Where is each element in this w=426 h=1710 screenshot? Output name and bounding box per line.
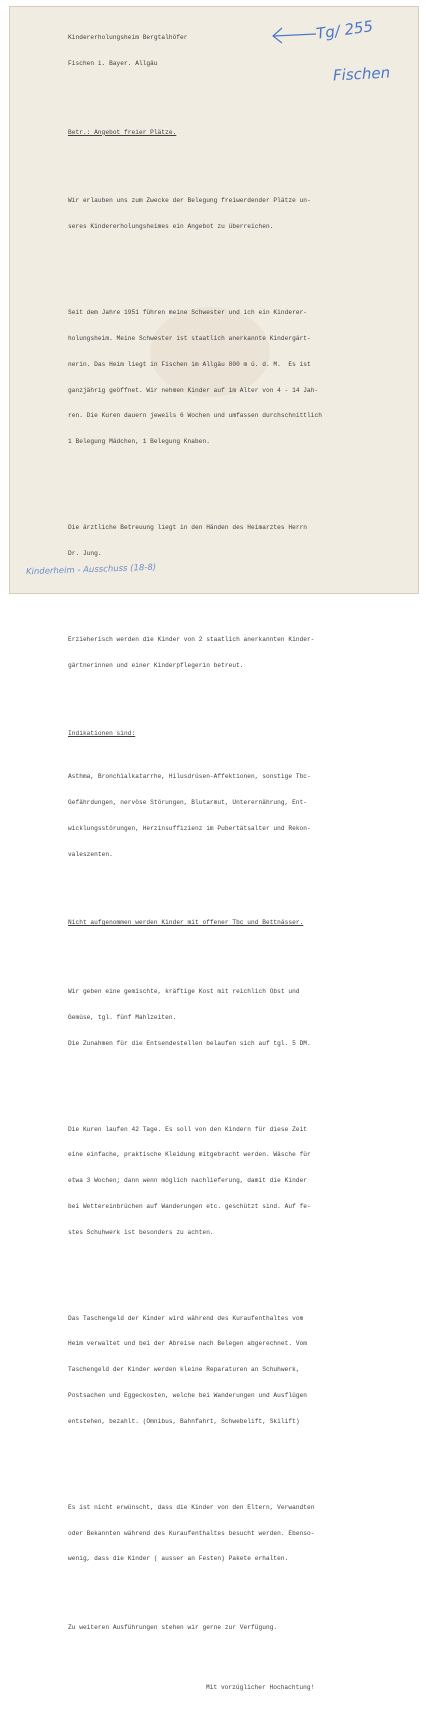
text-line: Die Kuren laufen 42 Tage. Es soll von den Kindern für diese Zeit (68, 1125, 308, 1133)
text-line: ren. Die Kuren dauern jeweils 6 Wochen und umfassen durchschnittlich (68, 412, 322, 420)
text-line: entstehen, bezahlt. (Omnibus, Bahnfahrt, Schwebelift, Skilift) (68, 1417, 300, 1425)
text-line: Dr. Jung. (68, 549, 102, 557)
paragraph-4 (68, 619, 408, 688)
text-line: etwa 3 Wochen; dann wenn möglich nachlieferung, damit die Kinder (68, 1177, 308, 1185)
text-line: Gefährdungen, nervöse Störungen, Blutarmut, Unterernährung, Ent- (68, 799, 308, 807)
text-line: nerin. Das Heim liegt in Fischen im Allgäu 800 m ü. d. M. Es ist (68, 360, 311, 368)
indications-heading: Indikationen sind: (68, 730, 136, 738)
indications-list (68, 756, 408, 876)
subject-line: Betr.: Angebot freier Plätze. (68, 128, 177, 136)
text-line: Taschengeld der Kinder werden kleine Reparaturen an Schuhwerk, (68, 1366, 300, 1374)
text-line: Es ist nicht erwünscht, dass die Kinder von den Eltern, Verwandten (68, 1503, 315, 1511)
text-line: bei Wettereinbrüchen auf Wanderungen etc. geschützt sind. Auf fe- (68, 1202, 311, 1210)
text-line: stes Schuhwerk ist besonders zu achten. (68, 1228, 214, 1236)
text-line: seres Kindererholungsheimes ein Angebot zu überreichen. (68, 223, 274, 231)
text-line: holungsheim. Meine Schwester ist staatlich anerkannte Kindergärt- (68, 334, 311, 342)
handwritten-bottom-note: Kinderheim - Ausschuss (18-8) (25, 562, 157, 578)
paragraph-2 (68, 292, 408, 464)
paragraph-6 (68, 1108, 408, 1254)
text-line: Die Zunahmen für die Entsendestellen belaufen sich auf tgl. 5 DM. (68, 1039, 311, 1047)
paragraph-5 (68, 971, 408, 1066)
text-line: eine einfache, praktische Kleidung mitgebracht werden. Wäsche für (68, 1151, 311, 1159)
paragraph-8 (68, 1487, 408, 1582)
handwritten-place-note: Fischen (332, 63, 391, 85)
text-line: wicklungsstörungen, Herzinsuffizienz im Pubertätsalter und Rekon- (68, 824, 311, 832)
document-page (9, 6, 419, 1692)
paragraph-9: Zu weiteren Ausführungen stehen wir gerne zur Verfügung. (68, 1624, 278, 1632)
text-line: wenig, dass die Kinder ( ausser an Festen) Pakete erhalten. (68, 1555, 289, 1563)
text-line: ganzjährig geöffnet. Wir nehmen Kinder auf im Alter von 4 - 14 Jah- (68, 386, 319, 394)
paragraph-7 (68, 1297, 408, 1443)
handwritten-reference-note: Tg/ 255 (315, 17, 375, 43)
paragraph-3 (68, 507, 408, 576)
text-line: Gemüse, tgl. fünf Mahlzeiten. (68, 1013, 177, 1021)
paragraph-1 (68, 180, 408, 249)
text-line: valeszenten. (68, 850, 113, 858)
text-line: 1 Belegung Mädchen, 1 Belegung Knaben. (68, 438, 210, 446)
letterhead-name: Kindererholungsheim Bergtalhöfer (68, 34, 188, 42)
text-line: Postsachen und Eggeckosten, welche bei Wanderungen und Ausflügen (68, 1392, 308, 1399)
text-line: Wir erlauben uns zum Zwecke der Belegung freiwerdender Plätze un- (68, 197, 311, 205)
exclusion-line: Nicht aufgenommen werden Kinder mit offener Tbc und Bettnässer. (68, 919, 304, 927)
text-line: Wir geben eine gemischte, kräftige Kost mit reichlich Obst und (68, 988, 300, 996)
text-line: Die ärztliche Betreuung liegt in den Händen des Heimarztes Herrn (68, 524, 308, 532)
text-line: gärtnerinnen und einer Kinderpflegerin betreut. (68, 661, 244, 669)
text-line: oder Bekannten während des Kuraufenthaltes besucht werden. Ebenso- (68, 1529, 315, 1537)
text-line: Seit dem Jahre 1951 führen meine Schwester und ich ein Kinderer- (68, 309, 308, 317)
text-line: Erzieherisch werden die Kinder von 2 staatlich anerkannten Kinder- (68, 635, 315, 643)
typed-letter (68, 17, 408, 1710)
text-line: Asthma, Bronchialkatarrhe, Hilusdrüsen-Affektionen, sonstige Tbc- (68, 773, 311, 781)
letterhead-location: Fischen i. Bayer. Allgäu (68, 59, 158, 67)
text-line: Das Taschengeld der Kinder wird während des Kuraufenthaltes vom (68, 1314, 304, 1322)
text-line: Heim verwaltet und bei der Abreise nach Belegen abgerechnet. Vom (68, 1340, 308, 1348)
closing-line: Mit vorzüglicher Hochachtung! (206, 1684, 315, 1692)
